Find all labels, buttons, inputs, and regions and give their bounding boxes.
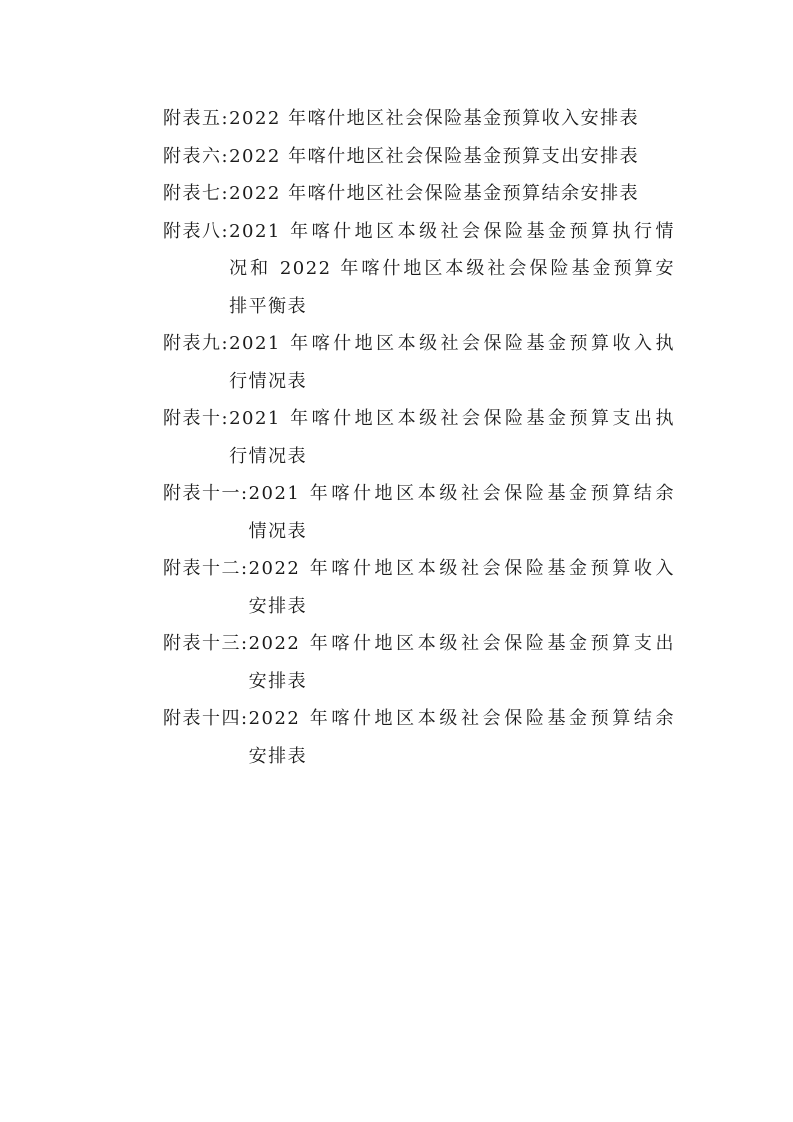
appendix-label: 附表十四 xyxy=(163,708,241,729)
title-line: 2022 年喀什地区社会保险基金预算结余安排表 xyxy=(229,183,640,204)
appendix-entry-5 xyxy=(163,100,675,138)
appendix-entry-11 xyxy=(163,475,675,550)
colon: : xyxy=(241,558,249,579)
title-line: 2022 年喀什地区本级社会保险基金预算支出 xyxy=(248,633,675,654)
appendix-title xyxy=(229,325,675,400)
title-line: 2022 年喀什地区社会保险基金预算支出安排表 xyxy=(229,145,640,167)
title-line: 2021 年喀什地区本级社会保险基金预算结余 xyxy=(248,483,675,504)
colon: : xyxy=(221,145,230,167)
appendix-entry-6 xyxy=(163,138,675,176)
title-line: 况和 2022 年喀什地区本级社会保险基金预算安 xyxy=(229,258,675,279)
appendix-entry-13 xyxy=(163,625,675,700)
appendix-entry-9 xyxy=(163,325,675,400)
appendix-label: 附表十三 xyxy=(163,633,241,654)
appendix-label: 附表十 xyxy=(163,408,222,429)
appendix-entry-7 xyxy=(163,175,675,213)
appendix-title xyxy=(249,475,675,550)
appendix-entry-12 xyxy=(163,550,675,625)
title-line: 2022 年喀什地区本级社会保险基金预算收入 xyxy=(248,558,675,579)
colon: : xyxy=(221,220,230,242)
appendix-entry-10 xyxy=(163,400,675,475)
title-line: 2022 年喀什地区社会保险基金预算收入安排表 xyxy=(229,108,640,129)
appendix-label: 附表八 xyxy=(163,220,222,242)
appendix-label: 附表十一 xyxy=(163,483,241,504)
title-line: 排平衡表 xyxy=(229,295,308,317)
appendix-entry-8 xyxy=(163,213,675,326)
appendix-title xyxy=(229,100,675,138)
appendix-title xyxy=(229,175,675,213)
title-line: 安排表 xyxy=(248,745,308,767)
title-line: 2021 年喀什地区本级社会保险基金预算支出执 xyxy=(229,408,675,429)
colon: : xyxy=(241,633,249,654)
title-line: 情况表 xyxy=(248,520,308,542)
colon: : xyxy=(221,183,230,204)
appendix-label: 附表九 xyxy=(163,333,222,354)
title-line: 行情况表 xyxy=(229,370,308,392)
appendix-title xyxy=(249,700,675,775)
appendix-list xyxy=(163,100,675,775)
appendix-title xyxy=(229,213,675,326)
appendix-label: 附表十二 xyxy=(163,558,241,579)
colon: : xyxy=(221,408,230,429)
appendix-title xyxy=(229,138,675,176)
title-line: 行情况表 xyxy=(229,445,308,467)
title-line: 2022 年喀什地区本级社会保险基金预算结余 xyxy=(248,708,675,729)
appendix-label: 附表七 xyxy=(163,183,222,204)
colon: : xyxy=(241,708,249,729)
title-line: 安排表 xyxy=(248,670,308,692)
colon: : xyxy=(241,483,249,504)
appendix-label: 附表六 xyxy=(163,145,222,167)
title-line: 2021 年喀什地区本级社会保险基金预算执行情 xyxy=(229,220,675,242)
appendix-label: 附表五 xyxy=(163,108,222,129)
colon: : xyxy=(221,108,230,129)
appendix-title xyxy=(229,400,675,475)
appendix-title xyxy=(249,625,675,700)
title-line: 2021 年喀什地区本级社会保险基金预算收入执 xyxy=(229,333,675,354)
appendix-title xyxy=(249,550,675,625)
title-line: 安排表 xyxy=(248,595,308,617)
appendix-entry-14 xyxy=(163,700,675,775)
colon: : xyxy=(221,333,230,354)
